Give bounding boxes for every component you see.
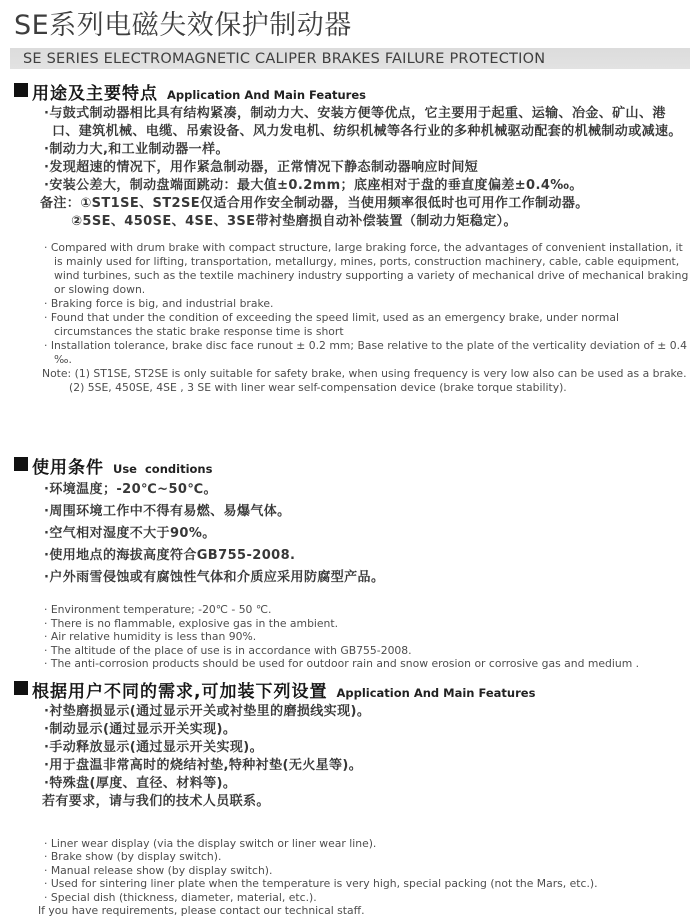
cn-bullet: ·用于盘温非常高时的烧结衬垫,特种衬垫(无火星等)。	[44, 757, 363, 773]
cn-note: 备注：①ST1SE、ST2SE仅适合用作安全制动器，当使用频率很低时也可用作工作制动器。	[40, 196, 589, 211]
cn-bullet: ·使用地点的海拔高度符合GB755-2008.	[44, 548, 296, 563]
cn-bullet-list	[14, 479, 690, 589]
cn-closing-line: 若有要求，请与我们的技术人员联系。	[42, 793, 270, 809]
section-heading-en: Use conditions	[113, 462, 213, 476]
section-heading	[14, 453, 690, 478]
en-bullet: · Manual release show (by display switch).	[44, 863, 273, 877]
cn-bullet: ·空气相对湿度不大于90%。	[44, 526, 216, 541]
cn-bullet: ·衬垫磨损显示(通过显示开关或衬垫里的磨损线实现)。	[44, 703, 371, 719]
cn-bullet: ·周围环境工作中不得有易燃、易爆气体。	[44, 504, 291, 519]
en-note: Note: (1) ST1SE, ST2SE is only suitable for safety brake, when using frequency is very low also can be used as a brake.	[42, 367, 687, 380]
en-bullet: · Brake show (by display switch).	[44, 850, 222, 863]
en-bullet: · Used for sintering liner plate when the temperature is very high, special packing (not the Mars, etc.).	[44, 877, 598, 890]
en-bullet: · The anti-corrosion products should be used for outdoor rain and snow erosion or corrosive gas and medium .	[44, 657, 640, 670]
en-bullet: · Environment temperature; -20℃ - 50 ℃.	[44, 603, 272, 616]
section-heading	[14, 79, 690, 104]
section-heading	[14, 677, 690, 702]
section-application-features	[14, 79, 690, 395]
en-bullet: · The altitude of the place of use is in accordance with GB755-2008.	[44, 643, 412, 657]
cn-note: ②5SE、450SE、4SE、3SE带衬垫磨损自动补偿装置（制动力矩稳定）。	[71, 214, 517, 229]
cn-bullet: ·手动释放显示(通过显示开关实现)。	[44, 739, 264, 755]
en-bullet-list	[14, 241, 690, 395]
cn-bullet: ·特殊盘(厚度、直径、材料等)。	[44, 775, 237, 791]
page-subtitle: SE SERIES ELECTROMAGNETIC CALIPER BRAKES FAILURE PROTECTION	[23, 50, 546, 67]
section-optional-settings	[14, 677, 690, 918]
section-heading-cn: 使用条件	[32, 458, 104, 478]
section-heading-en: Application And Main Features	[167, 88, 366, 102]
cn-bullet: ·户外雨雪侵蚀或有腐蚀性气体和介质应采用防腐型产品。	[44, 570, 385, 585]
section-heading-cn: 根据用户不同的需求,可加装下列设置	[32, 681, 328, 702]
en-bullet: · There is no flammable, explosive gas in the ambient.	[44, 616, 339, 630]
subtitle-bar	[10, 48, 690, 69]
section-heading-en: Application And Main Features	[336, 685, 536, 700]
cn-bullet: ·制动显示(通过显示开关实现)。	[44, 721, 237, 737]
en-bullet: · Compared with drum brake with compact structure, large braking force, the advantages of convenient installation, it is mainly used for lifting, transportation, metallurgy, mines, ports, construction machinery, cable, cable equipment, wind turbines, such as the textile machinery industry supporting a variety of mechanical drive of mechanical braking or slowing down.	[44, 241, 689, 296]
en-bullet: · Braking force is big, and industrial brake.	[44, 297, 274, 310]
section-marker-square-icon	[14, 681, 28, 695]
cn-bullet: ·与鼓式制动器相比具有结构紧凑，制动力大、安装方便等优点，它主要用于起重、运输、冶金、矿山、港口、建筑机械、电缆、吊索设备、风力发电机、纺织机械等各行业的多种机械驱动配套的机械制动或减速。	[44, 106, 682, 139]
cn-bullet-list	[14, 703, 690, 811]
en-bullet-list	[14, 603, 690, 671]
en-bullet: · Liner wear display (via the display switch or liner wear line).	[44, 836, 377, 850]
cn-bullet: ·制动力大,和工业制动器一样。	[44, 142, 229, 157]
en-bullet: · Air relative humidity is less than 90%.	[44, 630, 257, 643]
cn-bullet: ·发现超速的情况下，用作紧急制动器，正常情况下静态制动器响应时间短	[44, 160, 479, 175]
en-bullet: · Found that under the condition of exceeding the speed limit, used as an emergency brake, under normal circumstances the static brake response time is short	[44, 311, 619, 338]
section-use-conditions	[14, 453, 690, 671]
en-bullet: · Special dish (thickness, diameter, material, etc.).	[44, 890, 317, 904]
en-note: (2) 5SE, 450SE, 4SE , 3 SE with liner wear self-compensation device (brake torque stability).	[69, 381, 567, 394]
en-bullet: · Installation tolerance, brake disc face runout ± 0.2 mm; Base relative to the plate of the verticality deviation of ± 0.4 ‰.	[44, 339, 687, 366]
cn-bullet: ·环境温度；-20℃~50℃。	[44, 482, 217, 497]
section-marker-square-icon	[14, 457, 28, 471]
en-bullet-list	[14, 837, 690, 918]
section-marker-square-icon	[14, 83, 28, 97]
cn-bullet-list	[14, 105, 690, 231]
en-closing-line: If you have requirements, please contact our technical staff.	[38, 904, 365, 917]
document-page	[0, 9, 700, 917]
page-title: SE系列电磁失效保护制动器	[14, 10, 352, 41]
cn-bullet: ·安装公差大，制动盘端面跳动：最大值±0.2mm；底座相对于盘的垂直度偏差±0.4‰。	[44, 178, 583, 193]
section-heading-cn: 用途及主要特点	[32, 84, 158, 104]
